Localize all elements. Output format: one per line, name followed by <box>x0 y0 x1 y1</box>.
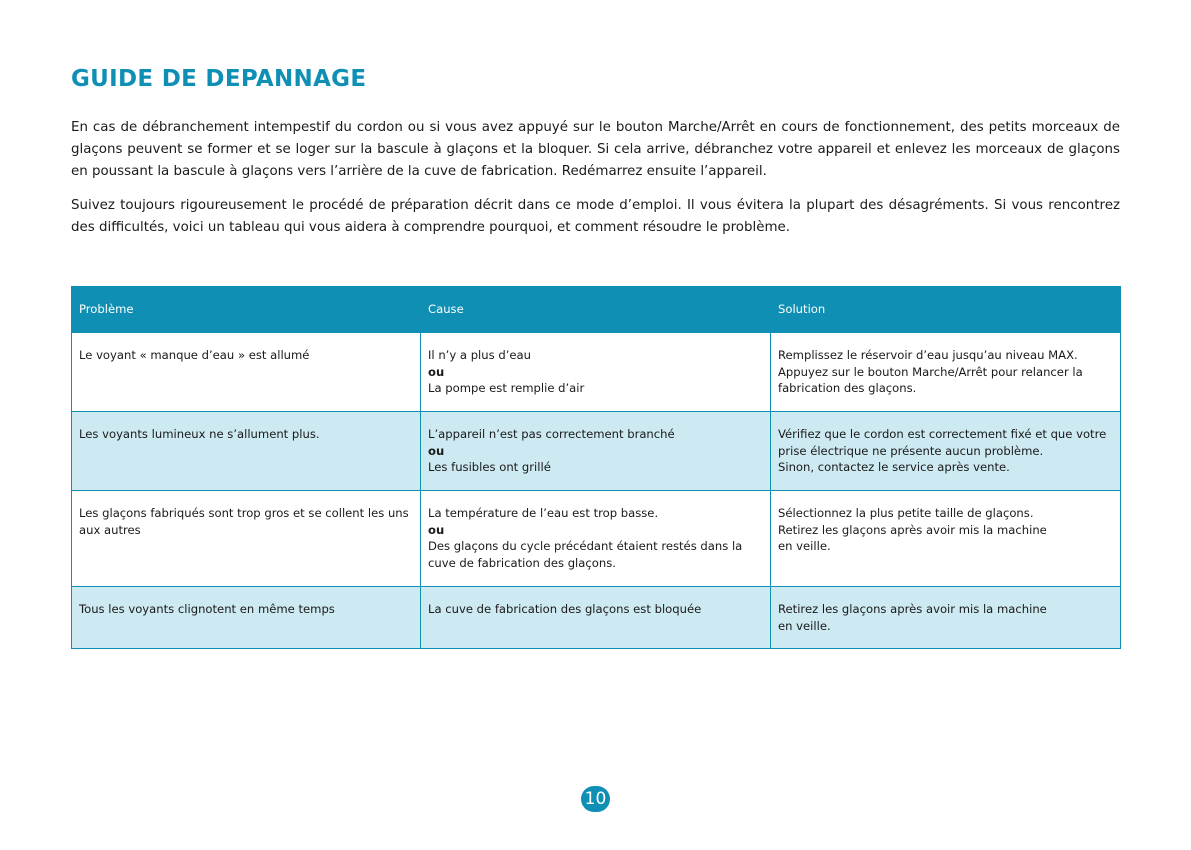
header-problem: Problème <box>72 287 421 333</box>
cause-cell <box>421 491 771 587</box>
cause-text: La température de l’eau est trop basse. <box>428 506 659 520</box>
troubleshooting-table <box>71 286 1121 649</box>
problem-cell <box>72 491 421 587</box>
problem-text: Tous les voyants clignotent en même temps <box>79 602 335 616</box>
solution-text: Retirez les glaçons après avoir mis la machine <box>778 602 1047 616</box>
solution-text: en veille. <box>778 618 831 633</box>
header-cause: Cause <box>421 287 771 333</box>
solution-text: Appuyez sur le bouton Marche/Arrêt pour relancer la fabrication des glaçons. <box>778 364 1083 395</box>
solution-text: Remplissez le réservoir d’eau jusqu’au niveau MAX. <box>778 348 1078 362</box>
page-number-badge: 10 <box>581 786 610 812</box>
solution-cell <box>771 587 1121 649</box>
solution-text: Vérifiez que le cordon est correctement fixé et que votre prise électrique ne présente aucun problème. <box>778 427 1107 458</box>
solution-text: Sinon, contactez le service après vente. <box>778 460 1010 474</box>
problem-text: Le voyant « manque d’eau » est allumé <box>79 348 310 362</box>
intro-paragraph-2: Suivez toujours rigoureusement le procédé de préparation décrit dans ce mode d’emploi. Il vous évitera la plupart des désagréments. Si vous rencontrez des difficultés, voici un tableau qui vous aidera à comprendre pourquoi, et comment résoudre le problème. <box>71 198 1120 235</box>
cause-text: La pompe est remplie d’air <box>428 381 585 395</box>
cause-text: Il n’y a plus d’eau <box>428 348 531 362</box>
solution-cell <box>771 491 1121 587</box>
problem-text: Les glaçons fabriqués sont trop gros et se collent les uns aux autres <box>79 506 409 537</box>
solution-text: en veille. <box>778 539 831 553</box>
or-separator: ou <box>428 522 445 537</box>
cause-text: La cuve de fabrication des glaçons est bloquée <box>428 602 702 616</box>
page-title: GUIDE DE DEPANNAGE <box>71 66 367 92</box>
cause-text: Les fusibles ont grillé <box>428 460 551 474</box>
cause-cell <box>421 333 771 412</box>
solution-text: Retirez les glaçons après avoir mis la machine <box>778 522 1047 537</box>
table-row <box>72 491 1121 587</box>
cause-text: L’appareil n’est pas correctement branché <box>428 427 675 441</box>
intro-paragraph-1: En cas de débranchement intempestif du cordon ou si vous avez appuyé sur le bouton Marche/Arrêt en cours de fonctionnement, des petits morceaux de glaçons peuvent se former et se loger sur la bascule à glaçons et la bloquer. Si cela arrive, débranchez votre appareil et enlevez les morceaux de glaçons en poussant la bascule à glaçons vers l’arrière de la cuve de fabrication. Redémarrez ensuite l’appareil. <box>71 120 1120 179</box>
solution-cell <box>771 412 1121 491</box>
problem-cell <box>72 587 421 649</box>
problem-text: Les voyants lumineux ne s’allument plus. <box>79 427 320 441</box>
solution-text: Sélectionnez la plus petite taille de glaçons. <box>778 506 1034 520</box>
cause-text: Des glaçons du cycle précédant étaient restés dans la cuve de fabrication des glaçons. <box>428 539 743 570</box>
solution-cell <box>771 333 1121 412</box>
table-row <box>72 333 1121 412</box>
or-separator: ou <box>428 364 445 379</box>
cause-cell <box>421 412 771 491</box>
problem-cell <box>72 333 421 412</box>
or-separator: ou <box>428 443 445 458</box>
cause-cell <box>421 587 771 649</box>
table-row <box>72 587 1121 649</box>
table-row <box>72 412 1121 491</box>
problem-cell <box>72 412 421 491</box>
header-solution: Solution <box>771 287 1121 333</box>
table-header-row <box>72 287 1121 333</box>
